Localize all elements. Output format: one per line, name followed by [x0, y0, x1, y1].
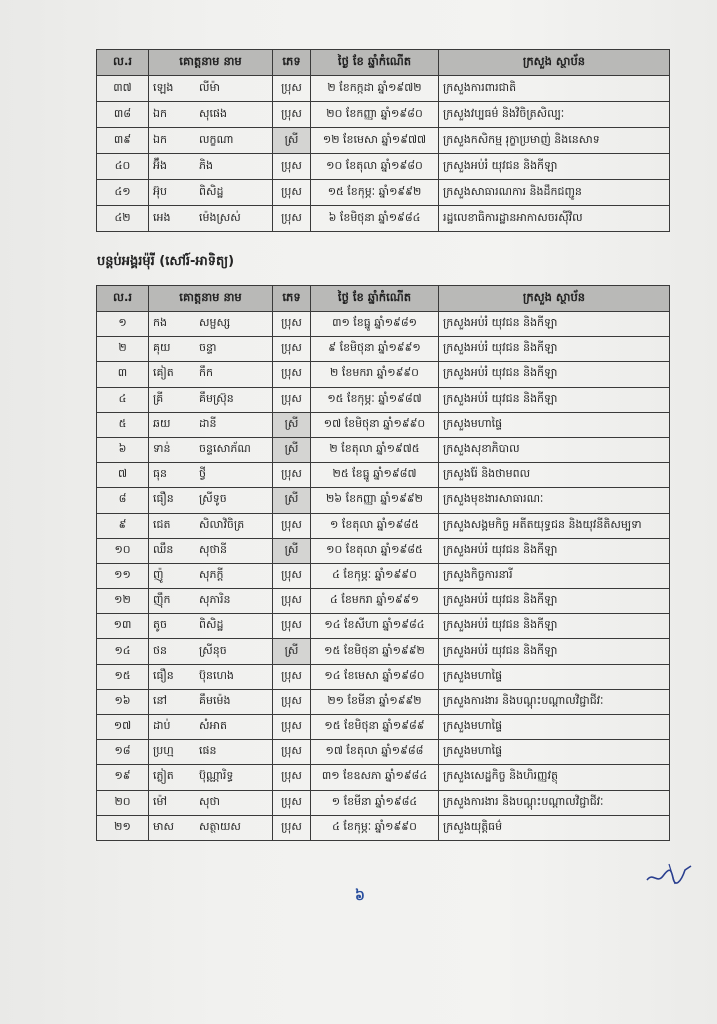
cell-sex: ប្រុស [273, 614, 311, 639]
cell-surname: ថន [153, 643, 167, 657]
cell-name [149, 740, 273, 765]
table-row [97, 463, 670, 488]
cell-given-name: សុថា [199, 794, 220, 808]
cell-name [149, 538, 273, 563]
table-row [97, 337, 670, 362]
cell-no: ១៥ [97, 664, 149, 689]
cell-ministry: ក្រសួងមហាផ្ទៃ [439, 412, 670, 437]
cell-dob: ២៥ ខែធ្នូ ឆ្នាំ១៩៨៧ [311, 463, 439, 488]
cell-given-name: សុផេង [199, 106, 227, 120]
cell-sex: ប្រុស [273, 790, 311, 815]
cell-ministry: ក្រសួងវប្បធម៌ និងវិចិត្រសិល្បៈ [439, 102, 670, 128]
cell-given-name: ដានី [199, 416, 217, 430]
cell-ministry: ក្រសួងយុត្តិធម៌ [439, 815, 670, 840]
table-row [97, 488, 670, 513]
cell-ministry: ក្រសួងអប់រំ យុវជន និងកីឡា [439, 589, 670, 614]
cell-ministry: ក្រសួងអប់រំ យុវជន និងកីឡា [439, 614, 670, 639]
cell-sex: ប្រុស [273, 76, 311, 102]
cell-surname: នៅ [153, 693, 167, 707]
header-dob: ថ្ងៃ ខែ ឆ្នាំកំណើត [311, 286, 439, 312]
header-sex: ភេទ [273, 50, 311, 76]
cell-given-name: សុភក្តី [199, 567, 224, 581]
table-row [97, 639, 670, 664]
cell-given-name: ប៊ុនហេង [199, 668, 234, 682]
cell-no: ៩ [97, 513, 149, 538]
table-row [97, 362, 670, 387]
cell-given-name: សត្ថាយស [199, 819, 241, 833]
cell-given-name: ស្រីទូច [199, 492, 227, 506]
table-header-row [97, 50, 670, 76]
section-heading: បន្តប់អង្គរម៉ុរី (សៅរ៍-អាទិត្យ) [97, 254, 235, 269]
cell-given-name: ថ្វី [199, 467, 206, 481]
cell-dob: ១ ខែមីនា ឆ្នាំ១៩៨៤ [311, 790, 439, 815]
cell-surname: ធុន [153, 467, 167, 481]
cell-given-name: សុភារិន [199, 593, 231, 607]
cell-no: ៤២ [97, 206, 149, 232]
cell-ministry: ក្រសួងមុខងារសាធារណៈ [439, 488, 670, 513]
cell-dob: ៣១ ខែធ្នូ ឆ្នាំ១៩៨១ [311, 312, 439, 337]
cell-surname: ជេត [153, 517, 171, 531]
cell-sex: ប្រុស [273, 102, 311, 128]
cell-sex: ស្រី [273, 488, 311, 513]
cell-name [149, 362, 273, 387]
cell-dob: ១០ ខែតុលា ឆ្នាំ១៩៨០ [311, 154, 439, 180]
table-row [97, 154, 670, 180]
cell-sex: ប្រុស [273, 312, 311, 337]
cell-surname: ញ៉ូ [153, 567, 164, 581]
cell-dob: ៣១ ខែឧសភា ឆ្នាំ១៩៨៤ [311, 765, 439, 790]
cell-name [149, 102, 273, 128]
cell-sex: ប្រុស [273, 362, 311, 387]
cell-given-name: លីម៉ា [199, 80, 220, 94]
cell-sex: ប្រុស [273, 337, 311, 362]
cell-given-name: ស្រីនុច [199, 643, 227, 657]
cell-name [149, 589, 273, 614]
table-row [97, 513, 670, 538]
cell-sex: ប្រុស [273, 689, 311, 714]
cell-sex: ស្រី [273, 412, 311, 437]
cell-given-name: ចន្ទា [199, 341, 217, 355]
cell-name [149, 180, 273, 206]
cell-no: ៤០ [97, 154, 149, 180]
cell-ministry: ក្រសួងការពារជាតិ [439, 76, 670, 102]
table-row [97, 180, 670, 206]
cell-name [149, 639, 273, 664]
cell-name [149, 765, 273, 790]
cell-surname: កង [153, 316, 167, 330]
cell-name [149, 76, 273, 102]
cell-sex: ប្រុស [273, 463, 311, 488]
cell-name [149, 664, 273, 689]
cell-name [149, 614, 273, 639]
header-name: គោត្តនាម នាម [149, 50, 273, 76]
cell-ministry: ក្រសួងអប់រំ យុវជន និងកីឡា [439, 337, 670, 362]
cell-surname: ម៉ៅ [153, 794, 167, 808]
cell-no: ១៣ [97, 614, 149, 639]
cell-given-name: ពិសិដ្ឋ [199, 618, 224, 632]
cell-surname: ញ៉ឹក [153, 593, 171, 607]
cell-ministry: ក្រសួងអប់រំ យុវជន និងកីឡា [439, 387, 670, 412]
cell-given-name: សិលាវិចិត្រ [199, 517, 245, 531]
cell-sex: ស្រី [273, 437, 311, 462]
cell-name [149, 513, 273, 538]
cell-dob: ១៧ ខែមិថុនា ឆ្នាំ១៩៩០ [311, 412, 439, 437]
cell-no: ៨ [97, 488, 149, 513]
cell-given-name: លក្ខណា [199, 132, 234, 146]
table-row [97, 589, 670, 614]
cell-ministry: ក្រសួងមហាផ្ទៃ [439, 715, 670, 740]
cell-ministry: ក្រសួងសាធារណការ និងដឹកជញ្ជូន [439, 180, 670, 206]
header-no: ល.រ [97, 50, 149, 76]
cell-no: ១០ [97, 538, 149, 563]
cell-given-name: ភិង [199, 158, 213, 172]
cell-no: ១ [97, 312, 149, 337]
cell-given-name: ពិសិដ្ឋ [199, 184, 224, 198]
cell-dob: ៦ ខែមិថុនា ឆ្នាំ១៩៨៤ [311, 206, 439, 232]
table-row [97, 437, 670, 462]
cell-name [149, 128, 273, 154]
cell-name [149, 689, 273, 714]
cell-dob: ១៤ ខែមេសា ឆ្នាំ១៩៨០ [311, 664, 439, 689]
table-header-row [97, 286, 670, 312]
cell-name [149, 563, 273, 588]
cell-ministry: ក្រសួងមហាផ្ទៃ [439, 740, 670, 765]
cell-given-name: កឹក [199, 366, 213, 380]
cell-name [149, 463, 273, 488]
cell-surname: ឯក [153, 106, 167, 120]
cell-no: ២០ [97, 790, 149, 815]
officials-table-2 [96, 285, 670, 841]
cell-name [149, 488, 273, 513]
header-no: ល.រ [97, 286, 149, 312]
cell-dob: ២៦ ខែកញ្ញា ឆ្នាំ១៩៩២ [311, 488, 439, 513]
cell-name [149, 206, 273, 232]
table-row [97, 102, 670, 128]
cell-ministry: ក្រសួងសង្គមកិច្ច អតីតយុទ្ធជន និងយុវនីតិសម្បទា [439, 513, 670, 538]
cell-surname: អេង [153, 210, 171, 224]
table-row [97, 815, 670, 840]
table-row [97, 128, 670, 154]
cell-name [149, 790, 273, 815]
cell-name [149, 815, 273, 840]
cell-no: ២ [97, 337, 149, 362]
header-ministry: ក្រសួង ស្ថាប័ន [439, 50, 670, 76]
table-row [97, 740, 670, 765]
cell-dob: ១២ ខែមេសា ឆ្នាំ១៩៧៧ [311, 128, 439, 154]
page-number: ៦ [355, 888, 365, 904]
cell-dob: ២ ខែមករា ឆ្នាំ១៩៩០ [311, 362, 439, 387]
cell-ministry: ក្រសួងកសិកម្ម រុក្ខាប្រមាញ់ និងនេសាទ [439, 128, 670, 154]
cell-no: ៣ [97, 362, 149, 387]
table-row [97, 206, 670, 232]
table-row [97, 312, 670, 337]
cell-dob: ២ ខែកក្កដា ឆ្នាំ១៩៧២ [311, 76, 439, 102]
cell-sex: ប្រុស [273, 715, 311, 740]
cell-given-name: សម្ផស្ស [199, 316, 231, 330]
cell-name [149, 412, 273, 437]
cell-sex: ប្រុស [273, 765, 311, 790]
cell-dob: ១៧ ខែតុលា ឆ្នាំ១៩៨៨ [311, 740, 439, 765]
cell-no: ១១ [97, 563, 149, 588]
cell-no: ២១ [97, 815, 149, 840]
cell-sex: ប្រុស [273, 563, 311, 588]
cell-surname: គុយ [153, 341, 171, 355]
cell-given-name: ប៊ុណ្ណារិទ្ធ [199, 769, 234, 783]
cell-ministry: ក្រសួងការងារ និងបណ្តុះបណ្តាលវិជ្ជាជីវៈ [439, 790, 670, 815]
cell-surname: ឆយ [153, 416, 171, 430]
cell-ministry: ក្រសួងសុខាភិបាល [439, 437, 670, 462]
cell-dob: ១ ខែតុលា ឆ្នាំ១៩៨៥ [311, 513, 439, 538]
cell-sex: ប្រុស [273, 513, 311, 538]
cell-surname: ដាប់ [153, 719, 171, 733]
cell-dob: ២១ ខែមីនា ឆ្នាំ១៩៩២ [311, 689, 439, 714]
cell-surname: គ្រី [153, 391, 164, 405]
cell-given-name: ចន្ទសោភ័ណ [199, 442, 251, 456]
cell-no: ១៤ [97, 639, 149, 664]
cell-sex: ប្រុស [273, 180, 311, 206]
cell-ministry: ក្រសួងអប់រំ យុវជន និងកីឡា [439, 362, 670, 387]
cell-no: ១៦ [97, 689, 149, 714]
cell-dob: ១០ ខែតុលា ឆ្នាំ១៩៨៥ [311, 538, 439, 563]
cell-no: ៣៨ [97, 102, 149, 128]
cell-surname: ភ្លៀត [153, 769, 174, 783]
cell-no: ៥ [97, 412, 149, 437]
cell-ministry: ក្រសួងអប់រំ យុវជន និងកីឡា [439, 639, 670, 664]
cell-no: ១៧ [97, 715, 149, 740]
cell-no: ១២ [97, 589, 149, 614]
cell-dob: ៤ ខែកុម្ភៈ ឆ្នាំ១៩៩០ [311, 563, 439, 588]
table-row [97, 387, 670, 412]
cell-name [149, 715, 273, 740]
cell-dob: ១៥ ខែកុម្ភៈ ឆ្នាំ១៩៨៧ [311, 387, 439, 412]
cell-surname: គៀត [153, 366, 174, 380]
cell-given-name: គឹមម៉េង [199, 693, 231, 707]
cell-no: ៣៧ [97, 76, 149, 102]
table-row [97, 412, 670, 437]
cell-ministry: ក្រសួងអប់រំ យុវជន និងកីឡា [439, 538, 670, 563]
cell-ministry: ក្រសួងរ៉ែ និងថាមពល [439, 463, 670, 488]
header-ministry: ក្រសួង ស្ថាប័ន [439, 286, 670, 312]
cell-dob: ៤ ខែកុម្ភៈ ឆ្នាំ១៩៩០ [311, 815, 439, 840]
table-row [97, 689, 670, 714]
cell-sex: ប្រុស [273, 589, 311, 614]
cell-no: ១៩ [97, 765, 149, 790]
cell-surname: ឡេង [153, 80, 174, 94]
cell-ministry: ក្រសួងកិច្ចការនារី [439, 563, 670, 588]
cell-no: ៤ [97, 387, 149, 412]
table-row [97, 715, 670, 740]
cell-name [149, 337, 273, 362]
cell-surname: អ៊ឹង [153, 158, 167, 172]
cell-sex: ប្រុស [273, 387, 311, 412]
cell-given-name: ម៉េងស្រស់ [199, 210, 241, 224]
header-sex: ភេទ [273, 286, 311, 312]
table-row [97, 765, 670, 790]
cell-no: ៤១ [97, 180, 149, 206]
cell-sex: ស្រី [273, 128, 311, 154]
cell-sex: ប្រុស [273, 815, 311, 840]
cell-name [149, 154, 273, 180]
header-dob: ថ្ងៃ ខែ ឆ្នាំកំណើត [311, 50, 439, 76]
table-row [97, 76, 670, 102]
cell-sex: ស្រី [273, 538, 311, 563]
cell-name [149, 312, 273, 337]
cell-surname: ធឿន [153, 492, 174, 506]
cell-ministry: រដ្ឋលេខាធិការដ្ឋានអាកាសចរស៊ីវិល [439, 206, 670, 232]
table-row [97, 538, 670, 563]
cell-surname: តូច [153, 618, 167, 632]
cell-dob: ១៤ ខែសីហា ឆ្នាំ១៩៨៤ [311, 614, 439, 639]
cell-dob: ១៥ ខែកុម្ភៈ ឆ្នាំ១៩៩២ [311, 180, 439, 206]
cell-ministry: ក្រសួងសេដ្ឋកិច្ច និងហិរញ្ញវត្ថុ [439, 765, 670, 790]
cell-no: ១៨ [97, 740, 149, 765]
cell-given-name: គឹមស្រ៊ុន [199, 391, 234, 405]
cell-name [149, 437, 273, 462]
cell-dob: ១៥ ខែមិថុនា ឆ្នាំ១៩៨៩ [311, 715, 439, 740]
cell-ministry: ក្រសួងការងារ និងបណ្តុះបណ្តាលវិជ្ជាជីវៈ [439, 689, 670, 714]
cell-no: ៦ [97, 437, 149, 462]
cell-ministry: ក្រសួងមហាផ្ទៃ [439, 664, 670, 689]
cell-given-name: សំអាត [199, 719, 227, 733]
cell-given-name: ផេន [199, 744, 217, 758]
cell-sex: ប្រុស [273, 664, 311, 689]
cell-dob: ២ ខែតុលា ឆ្នាំ១៩៧៥ [311, 437, 439, 462]
cell-dob: ២០ ខែកញ្ញា ឆ្នាំ១៩៨០ [311, 102, 439, 128]
cell-given-name: សុថានី [199, 542, 227, 556]
header-name: គោត្តនាម នាម [149, 286, 273, 312]
cell-sex: ប្រុស [273, 740, 311, 765]
cell-sex: ប្រុស [273, 154, 311, 180]
cell-name [149, 387, 273, 412]
cell-surname: ឯក [153, 132, 167, 146]
table-row [97, 790, 670, 815]
cell-ministry: ក្រសួងអប់រំ យុវជន និងកីឡា [439, 312, 670, 337]
cell-no: ៧ [97, 463, 149, 488]
cell-dob: ៤ ខែមករា ឆ្នាំ១៩៩១ [311, 589, 439, 614]
cell-sex: ប្រុស [273, 206, 311, 232]
officials-table-1 [96, 49, 670, 232]
table-row [97, 614, 670, 639]
cell-surname: ឈឹន [153, 542, 174, 556]
table-row [97, 563, 670, 588]
signature-icon [645, 858, 695, 888]
table-row [97, 664, 670, 689]
cell-surname: អ៊ុប [153, 184, 167, 198]
cell-dob: ៩ ខែមិថុនា ឆ្នាំ១៩៩១ [311, 337, 439, 362]
cell-surname: ទាន់ [153, 442, 171, 456]
cell-ministry: ក្រសួងអប់រំ យុវជន និងកីឡា [439, 154, 670, 180]
cell-sex: ស្រី [273, 639, 311, 664]
cell-dob: ១៥ ខែមិថុនា ឆ្នាំ១៩៩២ [311, 639, 439, 664]
cell-surname: ធឿន [153, 668, 174, 682]
cell-no: ៣៩ [97, 128, 149, 154]
cell-surname: មាស [153, 819, 174, 833]
cell-surname: ប្រហ្ម [153, 744, 174, 758]
